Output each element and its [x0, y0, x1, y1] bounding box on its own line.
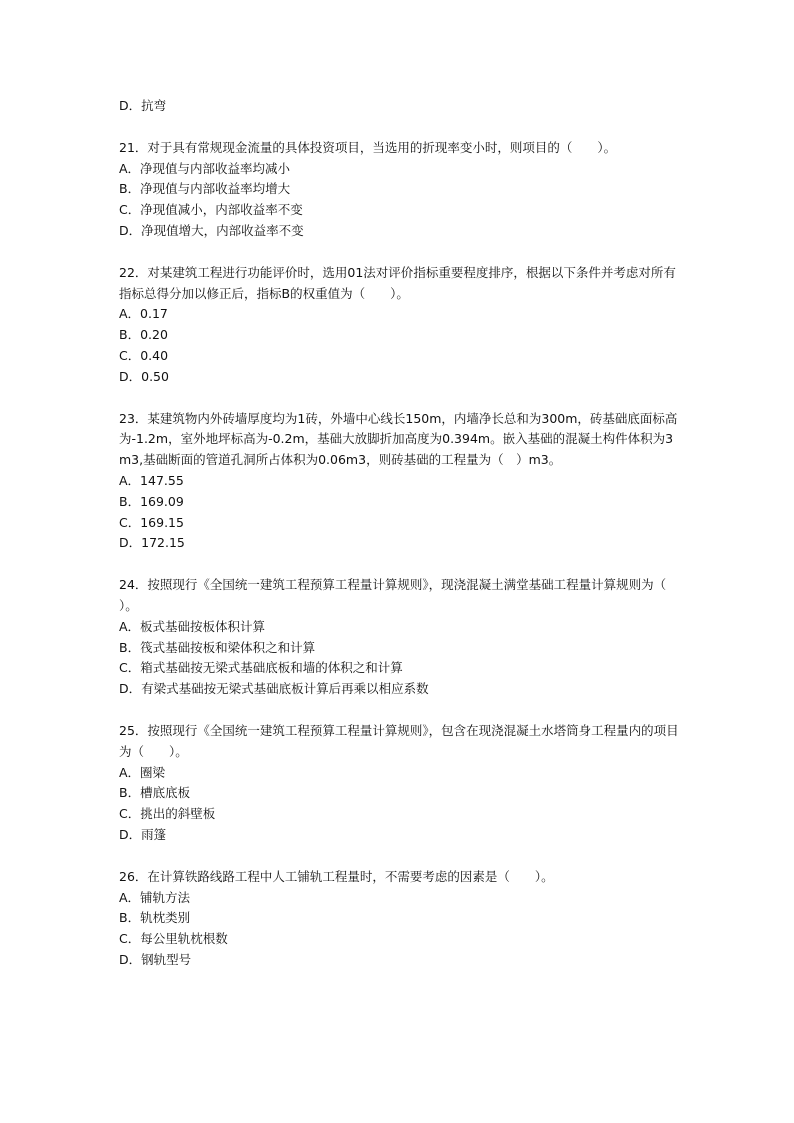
option-d: D．0.50 — [119, 368, 169, 384]
option-c: C．净现值减小，内部收益率不变 — [119, 202, 303, 218]
option-c: C．0.40 — [119, 347, 169, 363]
document-page — [119, 96, 692, 971]
option-d: D．有梁式基础按无梁式基础底板计算后再乘以相应系数 — [119, 681, 429, 697]
option-c: C．169.15 — [119, 514, 184, 530]
option-c: C．挑出的斜壁板 — [119, 806, 216, 822]
question-stem: 21．对于具有常规现金流量的具体投资项目，当选用的折现率变小时，则项目的（ ）。 — [119, 139, 617, 155]
option-a: A．铺轨方法 — [119, 889, 191, 905]
question-stem: 24．按照现行《全国统一建筑工程预算工程量计算规则》，现浇混凝土满堂基础工程量计算规则为（ ）。 — [119, 577, 692, 613]
option-b: B．净现值与内部收益率均增大 — [119, 181, 291, 197]
option-d: D．172.15 — [119, 535, 185, 551]
option-a: A．147.55 — [119, 472, 184, 488]
question-24 — [119, 575, 692, 700]
option-a: A．净现值与内部收益率均减小 — [119, 160, 291, 176]
question-stem: 23．某建筑物内外砖墙厚度均为1砖，外墙中心线长150m，内墙净长总和为300m，砖基础底面标高为-1.2m，室外地坪标高为-0.2m，基础大放脚折加高度为0.394m。嵌入基础的混凝土构件体积为3m3,基础断面的管道孔洞所占体积为0.06m3，则砖基础的工程量为（ ）m3。 — [119, 410, 678, 468]
option-b: B．轨枕类别 — [119, 910, 191, 926]
option-c: C．每公里轨枕根数 — [119, 931, 228, 947]
option-b: B．0.20 — [119, 327, 168, 343]
question-stem: 22．对某建筑工程进行功能评价时，选用01法对评价指标重要程度排序，根据以下条件并考虑对所有指标总得分加以修正后，指标B的权重值为（ ）。 — [119, 264, 676, 301]
question-stem: 26．在计算铁路线路工程中人工铺轨工程量时，不需要考虑的因素是（ ）。 — [119, 868, 554, 884]
option-b: B．筏式基础按板和梁体积之和计算 — [119, 639, 316, 655]
option-d: D．净现值增大，内部收益率不变 — [119, 222, 304, 238]
question-26 — [119, 867, 679, 971]
option-b: B．槽底底板 — [119, 785, 191, 801]
question-25 — [119, 721, 679, 846]
option-a: A．0.17 — [119, 306, 168, 322]
option-d: D．雨篷 — [119, 826, 167, 842]
question-23 — [119, 409, 679, 555]
option-a: A．板式基础按板体积计算 — [119, 618, 266, 634]
question-stem: 25．按照现行《全国统一建筑工程预算工程量计算规则》，包含在现浇混凝土水塔筒身工程量内的项目为（ ）。 — [119, 722, 679, 759]
question-21 — [119, 138, 679, 242]
option-d: D．钢轨型号 — [119, 951, 192, 967]
question-22 — [119, 263, 679, 388]
option-c: C．箱式基础按无梁式基础底板和墙的体积之和计算 — [119, 660, 403, 676]
intro-option: D．抗弯 — [119, 98, 167, 113]
option-a: A．圈梁 — [119, 764, 166, 780]
option-b: B．169.09 — [119, 493, 184, 509]
